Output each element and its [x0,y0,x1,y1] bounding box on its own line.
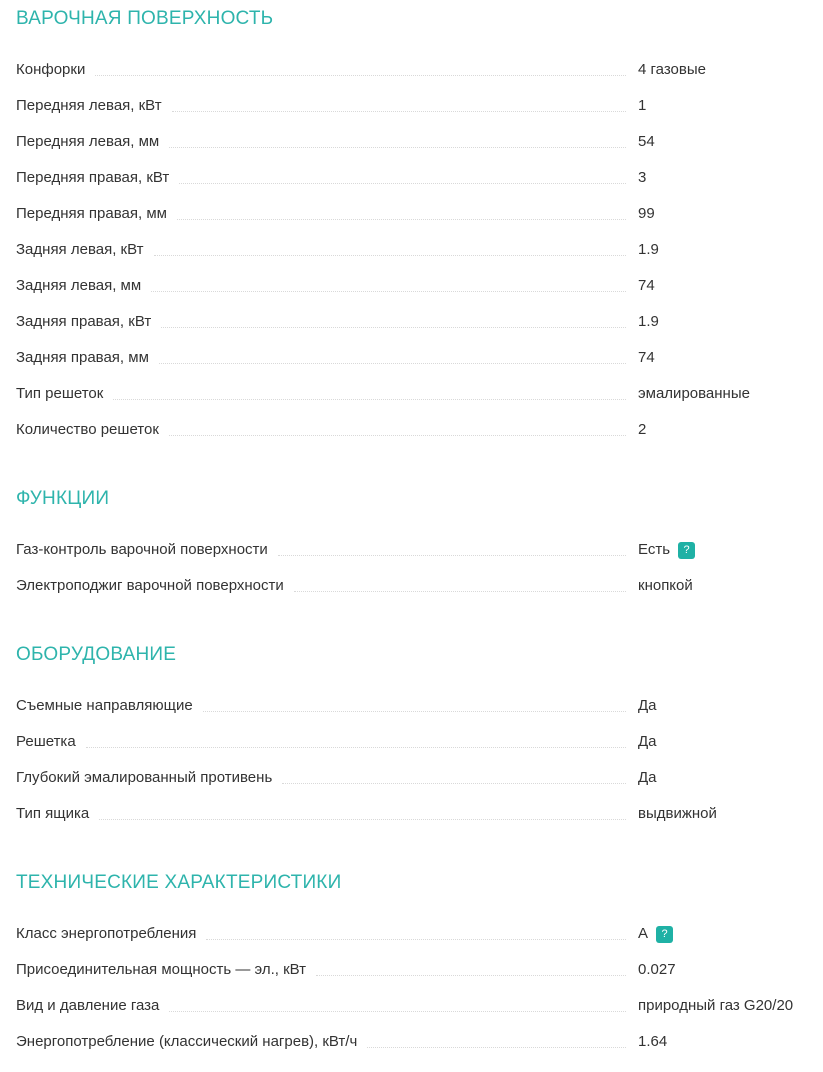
dotted-leader [172,111,626,112]
spec-value [638,132,823,152]
spec-value [638,924,823,944]
spec-row [16,232,823,268]
spec-value [638,384,823,404]
spec-label: Задняя правая, кВт [16,313,152,330]
dotted-leader [203,711,626,712]
spec-value [638,696,823,716]
spec-label: Передняя левая, кВт [16,97,162,114]
spec-row [16,412,823,448]
spec-row [16,52,823,88]
dotted-leader [113,399,626,400]
spec-value [638,240,823,260]
spec-value [638,576,823,596]
spec-label: Тип решеток [16,385,104,402]
spec-value-text: Да [638,733,657,750]
dotted-leader [95,75,626,76]
spec-section [16,872,823,1060]
dotted-leader [159,363,626,364]
dotted-leader [99,819,626,820]
spec-value-text: 2 [638,421,647,438]
spec-label: Энергопотребление (классический нагрев), кВт/ч [16,1033,358,1050]
spec-label: Задняя левая, кВт [16,241,144,258]
dotted-leader [282,783,626,784]
help-icon[interactable]: ? [678,542,695,559]
section-title: ВАРОЧНАЯ ПОВЕРХНОСТЬ [16,8,274,29]
dotted-leader [151,291,626,292]
spec-value [638,732,823,752]
spec-row [16,376,823,412]
spec-value-text: 99 [638,205,655,222]
spec-row [16,724,823,760]
spec-value [638,420,823,440]
spec-label: Задняя правая, мм [16,349,149,366]
spec-value [638,540,823,560]
spec-label: Съемные направляющие [16,697,193,714]
spec-label: Класс энергопотребления [16,925,197,942]
spec-row [16,568,823,604]
spec-value [638,204,823,224]
spec-value-text: кнопкой [638,577,693,594]
spec-value-text: 1 [638,97,647,114]
specifications-page [16,8,823,1060]
dotted-leader [169,1011,626,1012]
spec-label: Электроподжиг варочной поверхности [16,577,284,594]
spec-row [16,160,823,196]
spec-section [16,8,823,448]
spec-value-text: 3 [638,169,647,186]
spec-value [638,60,823,80]
spec-value-text: 0.027 [638,961,676,978]
spec-value-text: Есть [638,541,671,558]
dotted-leader [86,747,626,748]
spec-label: Передняя левая, мм [16,133,160,150]
spec-row [16,688,823,724]
spec-label: Присоединительная мощность — эл., кВт [16,961,307,978]
section-title: ОБОРУДОВАНИЕ [16,644,177,665]
spec-value [638,1032,823,1052]
spec-value-text: Да [638,697,657,714]
spec-value-text: 74 [638,277,655,294]
dotted-leader [154,255,627,256]
dotted-leader [294,591,626,592]
spec-value [638,960,823,980]
spec-row [16,304,823,340]
spec-row [16,124,823,160]
spec-value-text: 1.9 [638,313,659,330]
dotted-leader [177,219,626,220]
spec-label: Задняя левая, мм [16,277,142,294]
spec-label: Передняя правая, мм [16,205,167,222]
spec-value [638,348,823,368]
spec-label: Газ-контроль варочной поверхности [16,541,268,558]
spec-value-text: выдвижной [638,805,717,822]
spec-value-text: 4 газовые [638,61,706,78]
spec-value [638,276,823,296]
spec-value-text: природный газ G20/20 [638,997,794,1014]
spec-label: Глубокий эмалированный противень [16,769,273,786]
spec-row [16,916,823,952]
spec-value [638,312,823,332]
spec-value-text: 54 [638,133,655,150]
spec-label: Количество решеток [16,421,159,438]
spec-label: Вид и давление газа [16,997,160,1014]
dotted-leader [206,939,626,940]
spec-section [16,488,823,604]
spec-label: Тип ящика [16,805,90,822]
dotted-leader [367,1047,626,1048]
spec-value [638,168,823,188]
spec-row [16,988,823,1024]
spec-value-text: 1.64 [638,1033,668,1050]
help-icon[interactable]: ? [656,926,673,943]
spec-value-text: А [638,925,649,942]
spec-value [638,804,823,824]
spec-row [16,760,823,796]
dotted-leader [169,147,626,148]
spec-value-text: 74 [638,349,655,366]
dotted-leader [179,183,626,184]
dotted-leader [161,327,626,328]
dotted-leader [278,555,626,556]
spec-row [16,796,823,832]
spec-row [16,88,823,124]
spec-row [16,196,823,232]
spec-label: Передняя правая, кВт [16,169,170,186]
spec-value-text: Да [638,769,657,786]
spec-row [16,268,823,304]
section-title: ТЕХНИЧЕСКИЕ ХАРАКТЕРИСТИКИ [16,872,342,893]
spec-value [638,996,823,1016]
spec-row [16,340,823,376]
spec-label: Решетка [16,733,76,750]
spec-label: Конфорки [16,61,86,78]
spec-row [16,1024,823,1060]
spec-value-text: эмалированные [638,385,750,402]
spec-row [16,532,823,568]
spec-section [16,644,823,832]
spec-value [638,768,823,788]
spec-value-text: 1.9 [638,241,659,258]
dotted-leader [316,975,626,976]
spec-value [638,96,823,116]
section-title: ФУНКЦИИ [16,488,110,509]
dotted-leader [169,435,626,436]
spec-row [16,952,823,988]
